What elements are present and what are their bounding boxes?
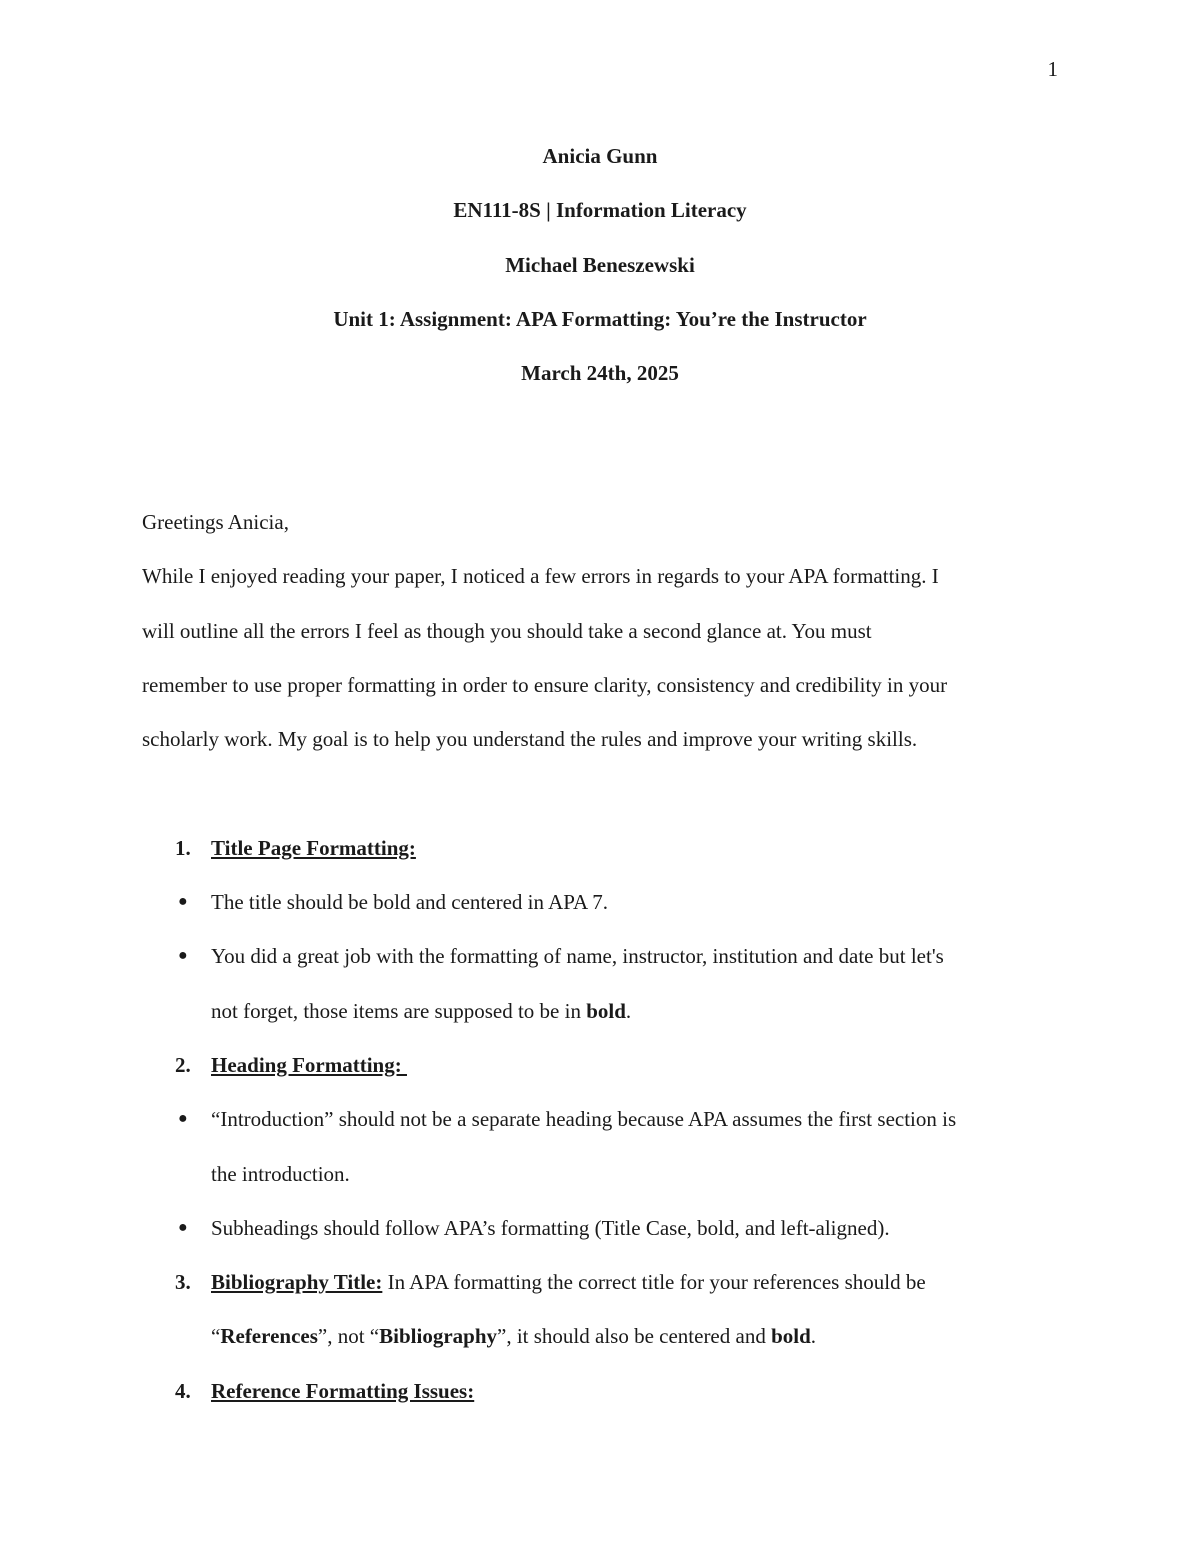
greeting: Greetings Anicia, [142, 510, 289, 534]
section-title: Reference Formatting Issues: [211, 1378, 475, 1403]
intro-line: will outline all the errors I feel as though you should take a second glance at. You must [142, 618, 872, 643]
letter-body [142, 495, 1062, 1418]
intro-line: While I enjoyed reading your paper, I noticed a few errors in regards to your APA formatting. I [142, 564, 939, 589]
bullet-text: You did a great job with the formatting of name, instructor, institution and date but let's [211, 944, 944, 969]
bold-word: References [220, 1324, 318, 1349]
list-number: 3. [175, 1270, 191, 1295]
section-heading [142, 821, 1062, 875]
section-line [211, 1255, 1062, 1309]
list-number: 2. [175, 1052, 191, 1077]
bullet-icon: ● [178, 1110, 188, 1128]
bullet-item [142, 875, 1062, 929]
section-title: Heading Formatting: [211, 1052, 407, 1077]
student-name: Anicia Gunn [542, 144, 658, 168]
intro-line: scholarly work. My goal is to help you understand the rules and improve your writing skills. [142, 727, 918, 752]
section-title: Title Page Formatting: [211, 835, 416, 860]
bullet-item [142, 1092, 1062, 1201]
bullet-item [142, 1201, 1062, 1255]
bullet-icon: ● [178, 1218, 188, 1236]
page-number: 1 [1047, 57, 1058, 81]
bullet-text: The title should be bold and centered in APA 7. [211, 890, 609, 915]
bullet-text-continued: not forget, those items are supposed to be in bold. [211, 998, 632, 1023]
bullet-icon: ● [178, 893, 188, 911]
intro-line: remember to use proper formatting in order to ensure clarity, consistency and credibility in your [142, 672, 948, 697]
section-heading [142, 1038, 1062, 1092]
bold-word: Bibliography [379, 1324, 497, 1349]
bold-word: bold [586, 998, 626, 1023]
feedback-list [142, 821, 1062, 1418]
list-number: 4. [175, 1378, 191, 1403]
bullet-text-continued: the introduction. [211, 1161, 350, 1186]
instructor-name: Michael Beneszewski [505, 252, 695, 277]
section-heading [142, 1255, 1062, 1364]
submission-date: March 24th, 2025 [521, 361, 679, 386]
section-heading [142, 1364, 1062, 1418]
bullet-icon: ● [178, 947, 188, 965]
bullet-text: Subheadings should follow APA’s formatting (Title Case, bold, and left-aligned). [211, 1215, 890, 1240]
bullet-item [142, 929, 1062, 1038]
course-name: EN111-8S | Information Literacy [453, 198, 747, 223]
bold-word: bold [771, 1324, 811, 1349]
section-text: In APA formatting the correct title for your references should be [382, 1270, 926, 1295]
list-number: 1. [175, 835, 191, 860]
title-block [0, 142, 1200, 413]
assignment-title: Unit 1: Assignment: APA Formatting: You’re the Instructor [333, 306, 867, 331]
section-text-continued: “References”, not “Bibliography”, it should also be centered and bold. [211, 1324, 817, 1349]
section-title: Bibliography Title: [211, 1270, 383, 1295]
bullet-text: “Introduction” should not be a separate heading because APA assumes the first section is [211, 1107, 957, 1132]
